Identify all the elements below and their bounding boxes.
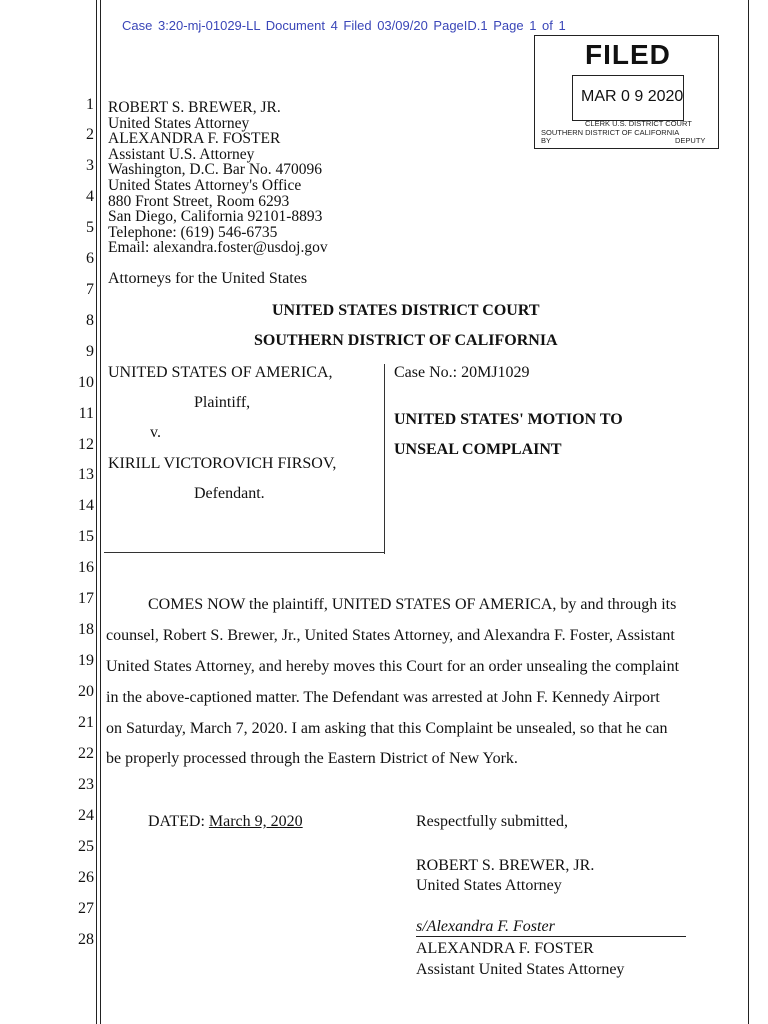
- line-number: 18: [78, 621, 94, 638]
- line-number: 20: [78, 683, 94, 700]
- body-line: counsel, Robert S. Brewer, Jr., United States Attorney, and Alexandra F. Foster, Assistant: [106, 627, 675, 644]
- line-number: 4: [86, 188, 94, 205]
- ecf-header: Case 3:20-mj-01029-LL Document 4 Filed 03/09/20 PageID.1 Page 1 of 1: [122, 18, 566, 33]
- attorney-block-line: 880 Front Street, Room 6293: [108, 192, 290, 210]
- line-number: 7: [86, 281, 94, 298]
- line-number: 3: [86, 157, 94, 174]
- caption-bottom-rule: [104, 552, 385, 553]
- stamp-clerk-line2: SOUTHERN DISTRICT OF CALIFORNIA: [541, 128, 680, 137]
- attorney-block-line: United States Attorney's Office: [108, 176, 302, 194]
- versus: v.: [150, 424, 161, 441]
- line-number: 9: [86, 343, 94, 360]
- signer-title-2: Assistant United States Attorney: [416, 961, 625, 978]
- signer-name-2: ALEXANDRA F. FOSTER: [416, 940, 594, 957]
- line-number: 13: [78, 466, 94, 483]
- body-line: United States Attorney, and hereby moves this Court for an order unsealing the complaint: [106, 658, 680, 675]
- case-number: Case No.: 20MJ1029: [394, 364, 530, 381]
- stamp-by: BY: [541, 136, 552, 145]
- motion-title-line1: UNITED STATES' MOTION TO: [394, 411, 623, 428]
- motion-title-line2: UNSEAL COMPLAINT: [394, 441, 562, 458]
- attorney-block-line: San Diego, California 92101-8893: [108, 208, 323, 226]
- left-margin-rule: [96, 0, 97, 1024]
- stamp-date: MAR 0 9 2020: [581, 88, 684, 105]
- attorney-block-line: Email: alexandra.foster@usdoj.gov: [108, 239, 328, 257]
- line-number: 19: [78, 652, 94, 669]
- line-number: 1: [86, 96, 94, 113]
- signer-title-1: United States Attorney: [416, 877, 562, 894]
- stamp-clerk-line1: CLERK U.S. DISTRICT COURT: [585, 119, 692, 128]
- court-name: UNITED STATES DISTRICT COURT: [272, 302, 540, 319]
- attorney-block-line: Telephone: (619) 546-6735: [108, 223, 278, 241]
- caption-divider: [384, 364, 385, 554]
- line-number: 25: [78, 838, 94, 855]
- line-number: 23: [78, 776, 94, 793]
- signer-name-1: ROBERT S. BREWER, JR.: [416, 857, 595, 874]
- body-line: be properly processed through the Eastern District of New York.: [106, 750, 518, 767]
- filed-stamp: [534, 35, 719, 149]
- line-number: 17: [78, 590, 94, 607]
- closing: Respectfully submitted,: [416, 813, 568, 830]
- right-margin-rule: [748, 0, 749, 1024]
- line-number: 24: [78, 807, 94, 824]
- line-number: 16: [78, 559, 94, 576]
- line-number: 27: [78, 900, 94, 917]
- line-number: 15: [78, 528, 94, 545]
- plaintiff-role: Plaintiff,: [194, 394, 251, 411]
- electronic-signature: s/Alexandra F. Foster: [416, 918, 555, 935]
- line-number: 12: [78, 436, 94, 453]
- line-number: 14: [78, 497, 94, 514]
- line-number: 8: [86, 312, 94, 329]
- dated-line: [148, 813, 303, 831]
- line-number: 2: [86, 126, 94, 143]
- line-number: 10: [78, 374, 94, 391]
- stamp-deputy: DEPUTY: [675, 136, 706, 145]
- attorney-block-line: Washington, D.C. Bar No. 470096: [108, 161, 323, 179]
- line-number: 26: [78, 869, 94, 886]
- line-number: 28: [78, 931, 94, 948]
- attorneys-for: Attorneys for the United States: [108, 270, 308, 287]
- plaintiff-name: UNITED STATES OF AMERICA,: [108, 364, 333, 381]
- dated-label: DATED:: [148, 813, 205, 830]
- signature-line: [416, 936, 686, 937]
- attorney-block-line: United States Attorney: [108, 114, 250, 132]
- left-margin-rule-inner: [100, 0, 101, 1024]
- defendant-name: KIRILL VICTOROVICH FIRSOV,: [108, 455, 337, 472]
- line-number: 21: [78, 714, 94, 731]
- defendant-role: Defendant.: [194, 485, 265, 502]
- attorney-block-line: ALEXANDRA F. FOSTER: [108, 130, 281, 148]
- attorney-block-line: Assistant U.S. Attorney: [108, 145, 255, 163]
- body-line: in the above-captioned matter. The Defendant was arrested at John F. Kennedy Airport: [106, 689, 660, 706]
- dated-value: March 9, 2020: [208, 813, 303, 830]
- line-number: 6: [86, 250, 94, 267]
- line-number: 11: [78, 405, 94, 422]
- body-line: on Saturday, March 7, 2020. I am asking that this Complaint be unsealed, so that he can: [106, 720, 668, 737]
- body-line: COMES NOW the plaintiff, UNITED STATES OF AMERICA, by and through its: [148, 596, 677, 613]
- stamp-title: FILED: [585, 39, 671, 70]
- line-number: 22: [78, 745, 94, 762]
- attorney-block-line: ROBERT S. BREWER, JR.: [108, 99, 281, 116]
- attorney-block: [108, 100, 328, 256]
- court-district: SOUTHERN DISTRICT OF CALIFORNIA: [254, 332, 558, 349]
- line-number: 5: [86, 219, 94, 236]
